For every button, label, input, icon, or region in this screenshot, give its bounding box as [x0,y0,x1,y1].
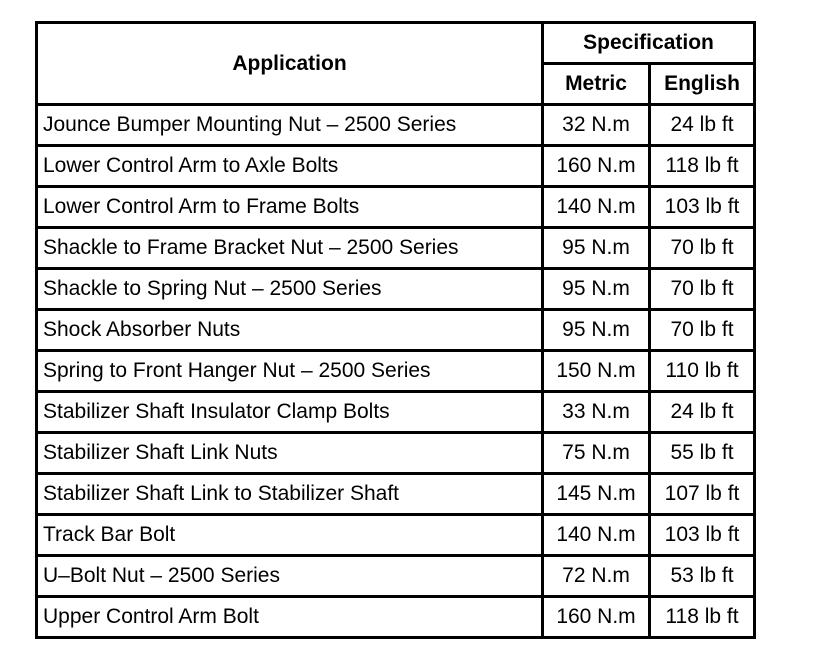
application-cell: U–Bolt Nut – 2500 Series [37,556,543,597]
table-row [37,146,755,187]
metric-cell: 95 N.m [543,269,650,310]
table-row [37,392,755,433]
application-cell: Jounce Bumper Mounting Nut – 2500 Series [37,105,543,146]
english-cell: 118 lb ft [650,146,755,187]
table-body [37,105,755,638]
english-cell: 55 lb ft [650,433,755,474]
application-cell: Upper Control Arm Bolt [37,597,543,638]
application-cell: Shackle to Frame Bracket Nut – 2500 Series [37,228,543,269]
table-row [37,597,755,638]
application-cell: Lower Control Arm to Axle Bolts [37,146,543,187]
specification-header: Specification [543,23,755,64]
table-row [37,474,755,515]
english-cell: 118 lb ft [650,597,755,638]
english-cell: 70 lb ft [650,228,755,269]
metric-cell: 95 N.m [543,310,650,351]
english-cell: 103 lb ft [650,187,755,228]
table-row [37,433,755,474]
application-header: Application [37,23,543,105]
metric-cell: 140 N.m [543,187,650,228]
metric-header: Metric [543,64,650,105]
metric-cell: 160 N.m [543,146,650,187]
english-cell: 24 lb ft [650,105,755,146]
application-cell: Track Bar Bolt [37,515,543,556]
english-header: English [650,64,755,105]
table-row [37,269,755,310]
header-row [37,23,755,64]
english-cell: 70 lb ft [650,269,755,310]
application-cell: Shock Absorber Nuts [37,310,543,351]
table-row [37,351,755,392]
metric-cell: 140 N.m [543,515,650,556]
english-cell: 24 lb ft [650,392,755,433]
metric-cell: 33 N.m [543,392,650,433]
application-cell: Stabilizer Shaft Link Nuts [37,433,543,474]
english-cell: 107 lb ft [650,474,755,515]
torque-spec-table [35,21,756,639]
table-row [37,515,755,556]
application-cell: Lower Control Arm to Frame Bolts [37,187,543,228]
english-cell: 103 lb ft [650,515,755,556]
application-cell: Stabilizer Shaft Link to Stabilizer Shaft [37,474,543,515]
metric-cell: 150 N.m [543,351,650,392]
english-cell: 70 lb ft [650,310,755,351]
table-row [37,228,755,269]
application-cell: Shackle to Spring Nut – 2500 Series [37,269,543,310]
metric-cell: 72 N.m [543,556,650,597]
metric-cell: 32 N.m [543,105,650,146]
application-cell: Spring to Front Hanger Nut – 2500 Series [37,351,543,392]
metric-cell: 160 N.m [543,597,650,638]
table-row [37,556,755,597]
table-row [37,105,755,146]
english-cell: 110 lb ft [650,351,755,392]
application-cell: Stabilizer Shaft Insulator Clamp Bolts [37,392,543,433]
table-row [37,187,755,228]
metric-cell: 95 N.m [543,228,650,269]
table-row [37,310,755,351]
metric-cell: 145 N.m [543,474,650,515]
metric-cell: 75 N.m [543,433,650,474]
english-cell: 53 lb ft [650,556,755,597]
